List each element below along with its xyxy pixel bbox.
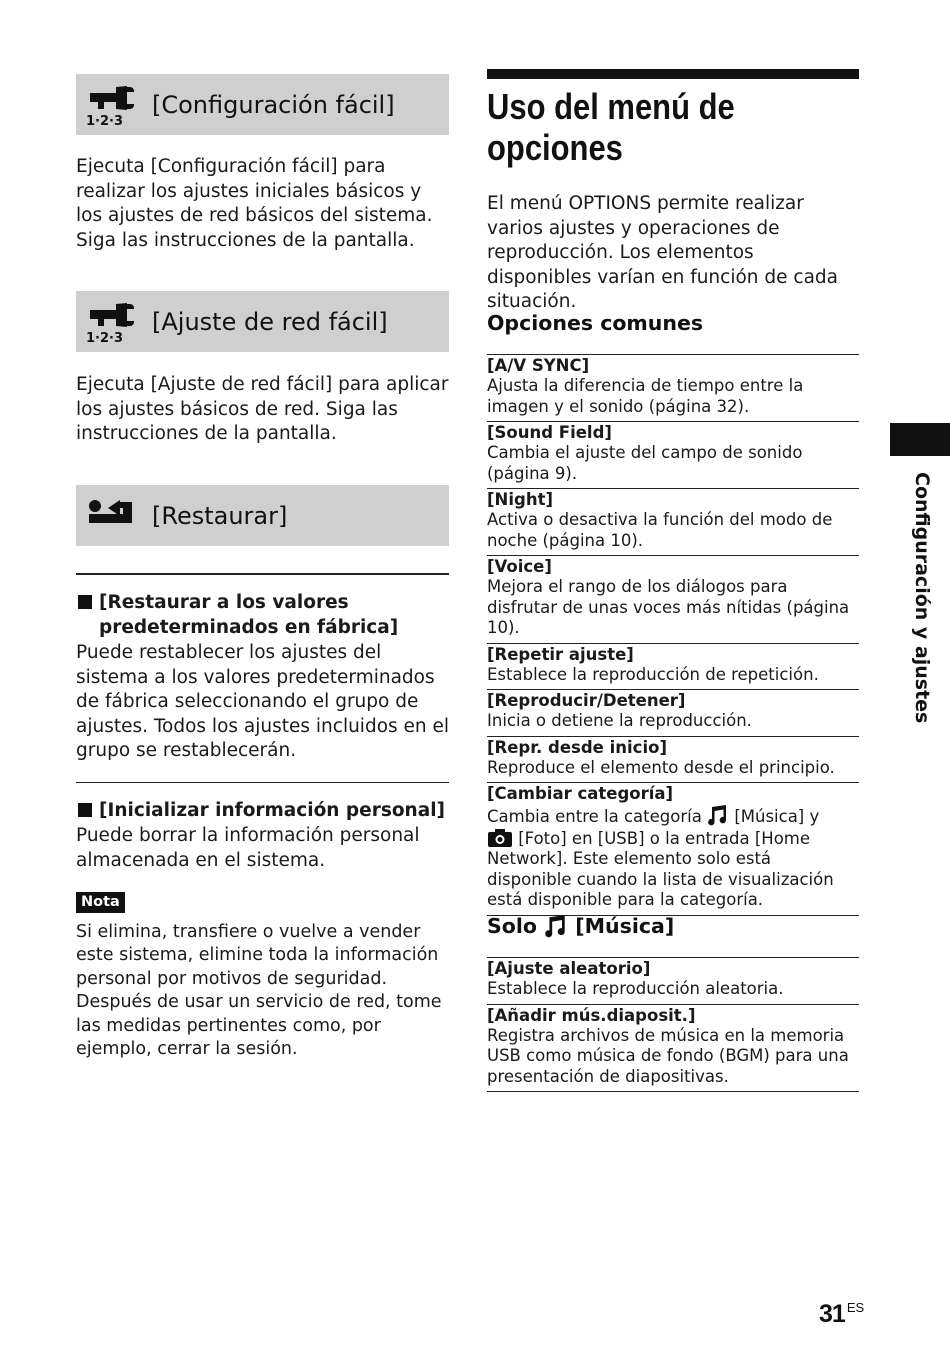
table-row: [A/V SYNC] Ajusta la diferencia de tiempo entre la imagen y el sonido (página 32). [487, 354, 859, 421]
svg-text:1·2·3: 1·2·3 [86, 114, 124, 127]
section-title-easy-setup: [Configuración fácil] [152, 90, 395, 119]
personal-info-text: Puede borrar la información personal almacenada en el sistema. [76, 825, 420, 871]
section-title-easy-network: [Ajuste de red fácil] [152, 307, 388, 336]
reset-icon [86, 492, 136, 538]
table-row: [Sound Field] Cambia el ajuste del campo de sonido (página 9). [487, 421, 859, 488]
table-row: [Añadir mús.diaposit.] Registra archivos de música en la memoria USB como música de fondo (BGM) para una presentación de diapositivas. [487, 1004, 859, 1093]
title-rule [487, 69, 859, 79]
square-bullet-icon [78, 595, 92, 609]
svg-text:1·2·3: 1·2·3 [86, 331, 124, 344]
easy-setup-text: Ejecuta [Configuración fácil] para realizar los ajustes iniciales básicos y los ajustes de red básicos del sistema. Siga las instrucciones de la pantalla. [76, 156, 433, 251]
wrench-easy-network-icon [86, 298, 136, 344]
music-note-icon [544, 914, 568, 938]
wrench-easy-setup-icon [86, 81, 136, 127]
music-options-table [487, 957, 859, 1092]
section-header-reset [76, 485, 449, 546]
table-row: [Night] Activa o desactiva la función del modo de noche (página 10). [487, 488, 859, 555]
divider [76, 782, 449, 783]
music-only-heading: Solo [Música] [487, 914, 675, 938]
common-options-table [487, 354, 859, 916]
music-note-icon [707, 804, 729, 826]
note-text: Si elimina, transfiere o vuelve a vender este sistema, elimine toda la información personal por motivos de seguridad. Después de usar un servicio de red, tome las medidas pertinentes como, por ejemplo, cerrar la sesión. [76, 922, 442, 1060]
table-row: [Voice] Mejora el rango de los diálogos para disfrutar de unas voces más nítidas (página 10). [487, 555, 859, 643]
divider [76, 573, 449, 575]
intro-text: El menú OPTIONS permite realizar varios ajustes y operaciones de reproducción. Los elementos disponibles varían en función de cada situación. [487, 193, 838, 312]
note-badge: Nota [76, 892, 125, 913]
subsection-factory-reset [76, 590, 452, 640]
table-row: [Repetir ajuste] Establece la reproducción de repetición. [487, 643, 859, 690]
side-tab-marker [890, 423, 950, 456]
page-title: Uso del menú de opciones [487, 86, 735, 168]
factory-reset-text: Puede restablecer los ajustes del sistema a los valores predeterminados de fábrica seleccionando el grupo de ajustes. Todos los ajustes incluidos en el grupo se restablecerán. [76, 642, 450, 761]
factory-reset-title-1: [Restaurar a los valores [99, 592, 349, 613]
table-row: [Cambiar categoría] Cambia entre la categoría [Música] y [Foto] en [USB] o la entrada [Home Network]. Este elemento solo está disponible cuando la lista de visualización está disponible para la categoría. [487, 782, 859, 916]
table-row: [Reproducir/Detener] Inicia o detiene la reproducción. [487, 689, 859, 736]
personal-info-title: [Inicializar información personal] [99, 800, 446, 821]
common-options-heading: Opciones comunes [487, 311, 704, 335]
table-row: [Ajuste aleatorio] Establece la reproducción aleatoria. [487, 957, 859, 1004]
camera-icon [487, 828, 513, 848]
easy-network-text: Ejecuta [Ajuste de red fácil] para aplicar los ajustes básicos de red. Siga las instrucciones de la pantalla. [76, 374, 449, 444]
section-title-reset: [Restaurar] [152, 501, 288, 530]
section-header-easy-network [76, 291, 449, 352]
side-section-label: Configuración y ajustes [911, 472, 933, 724]
page-number: 31 $^{ES}$ [819, 1300, 865, 1328]
table-row: [Repr. desde inicio] Reproduce el elemento desde el principio. [487, 736, 859, 783]
subsection-personal-info [76, 798, 452, 823]
factory-reset-title-2: predeterminados en fábrica] [99, 617, 399, 638]
section-header-easy-setup [76, 74, 449, 135]
square-bullet-icon [78, 803, 92, 817]
